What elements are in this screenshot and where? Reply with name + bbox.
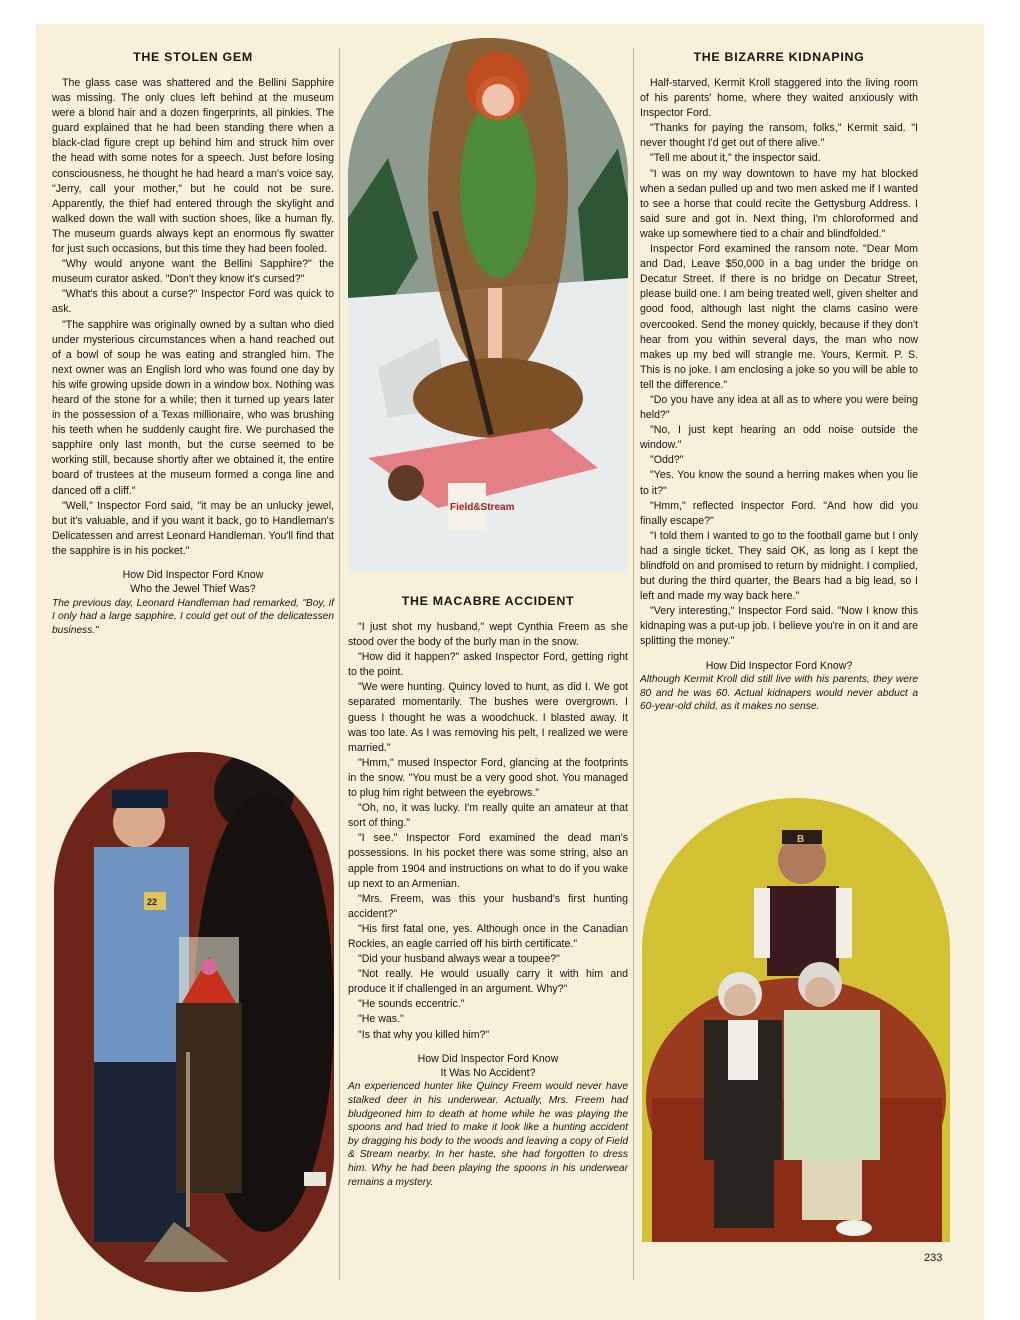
question-heading xyxy=(640,659,918,673)
paragraph: The glass case was shattered and the Bellini Sapphire was missing. The only clues left behind at the museum were a blond hair and a dozen fingerprints, all pinkies. The guard explained that he had been standing there when a black-clad figure crept up behind him and struck him over the head with some notes for a speech. Just before losing consciousness, he thought he had heard a man's voice say, "Jerry, call your mother," but he could not be sure. Apparently, the thief had entered through the skylight and walked down the wall with suction shoes, like a human fly. The museum guards always kept an enormous fly swatter for just such occasions, but this time they had been fooled. xyxy=(52,77,334,256)
page-number: 233 xyxy=(924,1252,943,1264)
paragraph: "Is that why you killed him?" xyxy=(358,1028,490,1041)
paragraph: "No, I just kept hearing an odd noise outside the window." xyxy=(640,424,918,452)
answer-text: An experienced hunter like Quincy Freem would never have stalked deer in his underwear. Actually, Mrs. Freem had bludgeoned him to death at home while he was playing the spoons and had tried to make it look like a hunting accident by dragging his body to the woods and leaving a copy of Field & Stream nearby. In her haste, she had forgotten to dress him. Why he had been playing the spoons in his underwear remains a mystery. xyxy=(348,1081,628,1188)
museum-guard-photo xyxy=(54,752,334,1292)
hunter-photo xyxy=(348,38,628,572)
paragraph: "What's this about a curse?" Inspector Ford was quick to ask. xyxy=(52,288,334,316)
paragraph: "We were hunting. Quincy loved to hunt, as did I. We got separated momentarily. The bushes were overgrown. I guess I thought he was a woodchuck. I blasted away. It was too late. As I was removing his pelt, I realized we were married." xyxy=(348,681,628,754)
story-body xyxy=(52,76,334,559)
paragraph: "Did your husband always wear a toupee?" xyxy=(358,953,560,966)
paragraph: "Very interesting," Inspector Ford said. "Now I know this kidnaping was a put-up job. I believe you're in on it and are splitting the money." xyxy=(640,605,918,648)
story-title: THE MACABRE ACCIDENT xyxy=(401,594,575,608)
paragraph: Half-starved, Kermit Kroll staggered into the living room of his parents' home, where they waited anxiously with Inspector Ford. xyxy=(640,77,918,120)
paragraph: "The sapphire was originally owned by a sultan who died under mysterious circumstances when a hand reached out of a bowl of soup he was eating and strangled him. The next owner was an English lord who was found one day by his wife growing upside down in a window box. Nothing was heard of the stone for a while; then it turned up years later in the possession of a Texas millionaire, who was brushing his teeth when he suddenly caught fire. We purchased the sapphire only last month, but the curse seemed to be working still, because shortly after we obtained it, the entire board of trustees at the museum formed a conga line and danced off a cliff." xyxy=(52,318,334,497)
answer-text: The previous day, Leonard Handleman had remarked, "Boy, if I only had a large sapphire, I could get out of the delicatessen business." xyxy=(52,597,334,636)
paragraph: "Thanks for paying the ransom, folks," Kermit said. "I never thought I'd get out of there alive." xyxy=(640,122,918,150)
magazine-page xyxy=(36,24,984,1320)
question-line: How Did Inspector Ford Know xyxy=(417,1052,559,1065)
paragraph: "Tell me about it," the inspector said. xyxy=(650,152,821,165)
paragraph: "Hmm," reflected Inspector Ford. "And how did you finally escape?" xyxy=(640,499,918,527)
paragraph: "Do you have any idea at all as to where you were being held?" xyxy=(640,393,918,422)
paragraph: "I just shot my husband," wept Cynthia Freem as she stood over the body of the burly man in the snow. xyxy=(348,621,628,649)
question-heading xyxy=(348,1052,628,1081)
cap-letter: B xyxy=(797,834,805,845)
question-heading xyxy=(52,568,334,597)
paragraph: "He was." xyxy=(358,1013,404,1026)
paragraph: "His first fatal one, yes. Although once in the Canadian Rockies, an eagle carried off his birth certificate." xyxy=(348,922,628,950)
question-line: It Was No Accident? xyxy=(440,1067,536,1080)
paragraph: Inspector Ford examined the ransom note. "Dear Mom and Dad, Leave $50,000 in a bag under the bridge on Decatur Street. If there is no bridge on Decatur Street, please build one. I am being treated well, given shelter and good food, although last night the clams casino were overcooked. Send the money quickly, because if they don't hear from you within several days, the man who now makes up my bed will strangle me. Yours, Kermit. P. S. This is no joke. I am enclosing a joke so you will be able to tell the difference." xyxy=(640,243,918,391)
story-title: THE STOLEN GEM xyxy=(133,50,253,64)
kidnap-family-photo xyxy=(642,798,950,1242)
story-body xyxy=(348,620,628,1043)
paragraph: "Not really. He would usually carry it with him and produce it if challenged in an argument. Why?" xyxy=(348,968,628,996)
paragraph: "Why would anyone want the Bellini Sapphire?" the museum curator asked. "Don't they know it's cursed?" xyxy=(52,258,334,286)
paragraph: "Odd?" xyxy=(650,454,684,467)
story-macabre-accident xyxy=(348,594,628,1189)
column-divider-left xyxy=(339,48,340,1280)
paragraph: "How did it happen?" asked Inspector Ford, getting right to the point. xyxy=(348,651,628,679)
paragraph: "Hmm," mused Inspector Ford, glancing at the footprints in the snow. "You must be a very good shot. You managed to plug him right between the eyebrows." xyxy=(348,756,628,800)
story-bizarre-kidnaping xyxy=(640,50,918,714)
paragraph: "Well," Inspector Ford said, "it may be an unlucky jewel, but it's valuable, and if you want it back, go to Handleman's Delicatessen and arrest Leonard Handleman. You'll find that the sapphire is in his pocket." xyxy=(52,499,334,557)
story-stolen-gem xyxy=(52,50,334,638)
story-title: THE BIZARRE KIDNAPING xyxy=(693,50,865,64)
story-body xyxy=(640,76,918,650)
paragraph: "He sounds eccentric." xyxy=(358,998,465,1011)
paragraph: "Oh, no, it was lucky. I'm really quite an amateur at that sort of thing." xyxy=(348,802,628,830)
paragraph: "I told them I wanted to go to the football game but I only had a single ticket. They said OK, as long as I kept the blindfold on and promised to return by midnight. I complied, but during the third quarter, the Bears had a big lead, so I left and made my way back here." xyxy=(640,529,918,603)
badge-number: 22 xyxy=(147,897,158,907)
magazine-label: Field&Stream xyxy=(450,502,515,513)
paragraph: "Mrs. Freem, was this your husband's first hunting accident?" xyxy=(348,892,628,920)
answer-text: Although Kermit Kroll did still live with his parents, they were 80 and he was 60. Actual kidnapers would never abduct a 60-year-old child, as it makes no sense. xyxy=(640,673,918,713)
paragraph: "Yes. You know the sound a herring makes when you lie to it?" xyxy=(640,469,918,497)
paragraph: "I was on my way downtown to have my hat blocked when a sedan pulled up and two men asked me if I wanted to see a horse that could recite the Gettysburg Address. I said sure and got in. Next thing, I'm chloroformed and wake up somewhere tied to a chair and blindfolded." xyxy=(640,167,918,240)
question-line: Who the Jewel Thief Was? xyxy=(130,583,256,596)
column-divider-right xyxy=(633,48,634,1280)
question-line: How Did Inspector Ford Know xyxy=(122,569,264,581)
question-line: How Did Inspector Ford Know? xyxy=(705,659,853,672)
paragraph: "I see." Inspector Ford examined the dead man's possessions. In his pocket there was some string, also an apple from 1904 and instructions on what to do if you wake up next to an Armenian. xyxy=(348,832,628,890)
